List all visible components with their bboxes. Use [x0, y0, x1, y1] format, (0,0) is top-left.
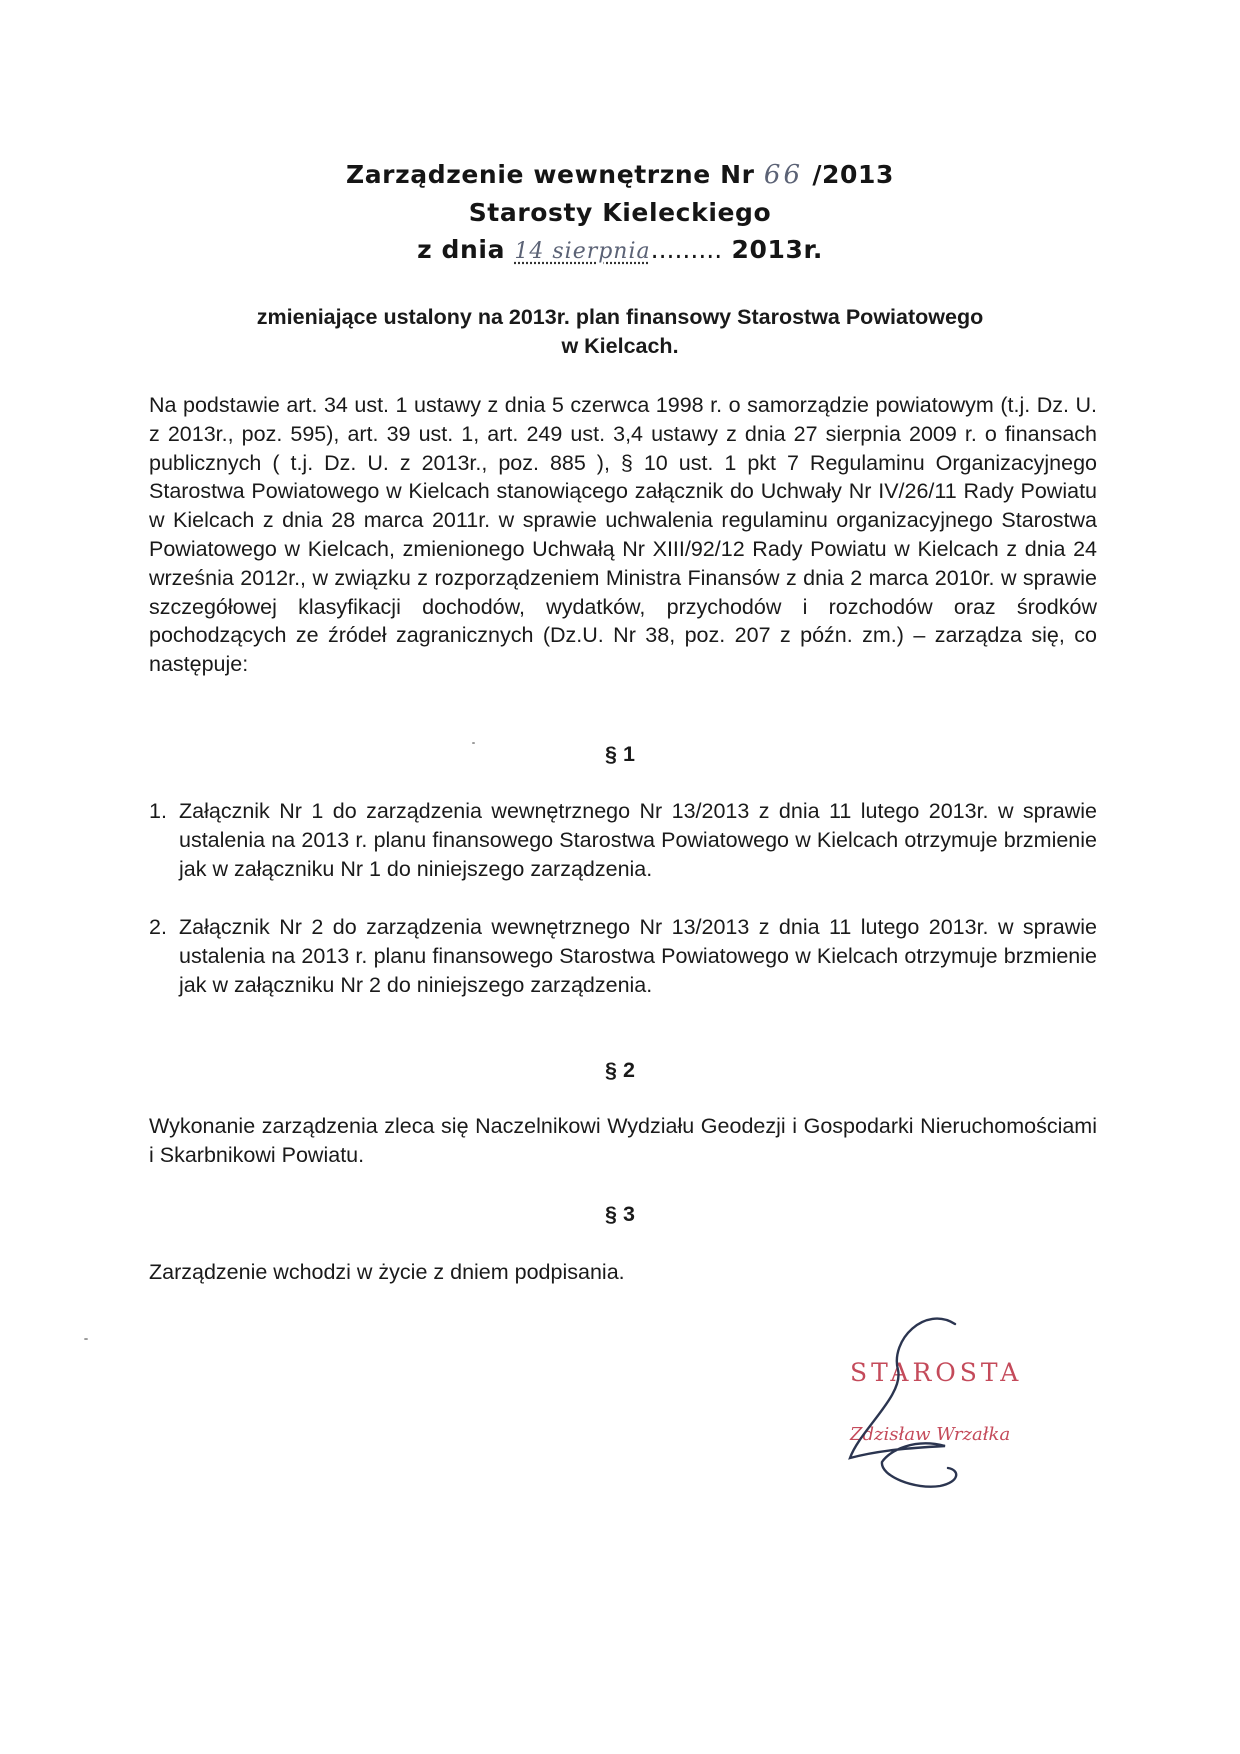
- list-item-number: 1.: [149, 799, 167, 823]
- list-item-text: Załącznik Nr 2 do zarządzenia wewnętrznego Nr 13/2013 z dnia 11 lutego 2013r. w sprawie ustalenia na 2013 r. planu finansowego Starostwa Powiatowego w Kielcach otrzymuje brzmienie jak w załączniku Nr 2 do niniejszego zarządzenia.: [179, 915, 1097, 997]
- header-line-date: [150, 231, 1090, 270]
- header-number-suffix: /2013: [812, 160, 895, 189]
- stamp-name: Zdzisław Wrzałka: [850, 1424, 1011, 1445]
- stamp-title: STAROSTA: [850, 1358, 1023, 1387]
- legal-basis-paragraph: Na podstawie art. 34 ust. 1 ustawy z dnia 5 czerwca 1998 r. o samorządzie powiatowym (t.j. Dz. U. z 2013r., poz. 595), art. 39 ust. 1, art. 249 ust. 3,4 ustawy z dnia 27 sierpnia 2009 r. o finansach publicznych ( t.j. Dz. U. z 2013r., poz. 885 ), § 10 ust. 1 pkt 7 Regulaminu Organizacyjnego Starostwa Powiatowego w Kielcach stanowiącego załącznik do Uchwały Nr IV/26/11 Rady Powiatu w Kielcach z dnia 28 marca 2011r. w sprawie uchwalenia regulaminu organizacyjnego Starostwa Powiatowego w Kielcach, zmienionego Uchwałą Nr XIII/92/12 Rady Powiatu w Kielcach z dnia 24 września 2012r., w związku z rozporządzeniem Ministra Finansów z dnia 2 marca 2010r. w sprawie szczegółowej klasyfikacji dochodów, wydatków, przychodów i rozchodów oraz środków pochodzących ze źródeł zagranicznych (Dz.U. Nr 38, poz. 207 z późn. zm.) – zarządza się, co następuje:: [149, 393, 1097, 677]
- section-2-heading: § 2: [605, 1058, 635, 1082]
- header-date-prefix: z dnia: [417, 235, 506, 264]
- section-2-text: Wykonanie zarządzenia zleca się Naczelnikowi Wydziału Geodezji i Gospodarki Nieruchomościami i Skarbnikowi Powiatu.: [149, 1114, 1097, 1167]
- document-header: [150, 156, 1090, 270]
- handwritten-signature: [820, 1300, 1060, 1500]
- header-date-suffix: 2013r.: [731, 235, 823, 264]
- signature-stamp-area: [820, 1300, 1060, 1500]
- scan-speck: [84, 1338, 88, 1340]
- list-item: [149, 797, 1097, 883]
- list-item-text: Załącznik Nr 1 do zarządzenia wewnętrznego Nr 13/2013 z dnia 11 lutego 2013r. w sprawie ustalenia na 2013 r. planu finansowego Starostwa Powiatowego w Kielcach otrzymuje brzmienie jak w załączniku Nr 1 do niniejszego zarządzenia.: [179, 799, 1097, 881]
- subtitle-line-2: w Kielcach.: [561, 334, 679, 358]
- handwritten-number: 66: [763, 160, 803, 190]
- list-item-number: 2.: [149, 915, 167, 939]
- section-3-text: Zarządzenie wchodzi w życie z dniem podpisania.: [149, 1260, 625, 1284]
- handwritten-date: 14 sierpnia: [514, 239, 651, 264]
- list-item: [149, 913, 1097, 999]
- header-number-prefix: Zarządzenie wewnętrzne Nr: [345, 160, 755, 189]
- section-1-heading: § 1: [605, 742, 635, 766]
- header-line-issuer: Starosty Kieleckiego: [468, 198, 772, 227]
- section-3-heading: § 3: [605, 1202, 635, 1226]
- document-subtitle: [150, 303, 1090, 361]
- date-dots: .........: [650, 235, 723, 264]
- scan-speck: [472, 742, 475, 744]
- subtitle-line-1: zmieniające ustalony na 2013r. plan finansowy Starostwa Powiatowego: [256, 305, 984, 329]
- header-line-number: [150, 156, 1090, 194]
